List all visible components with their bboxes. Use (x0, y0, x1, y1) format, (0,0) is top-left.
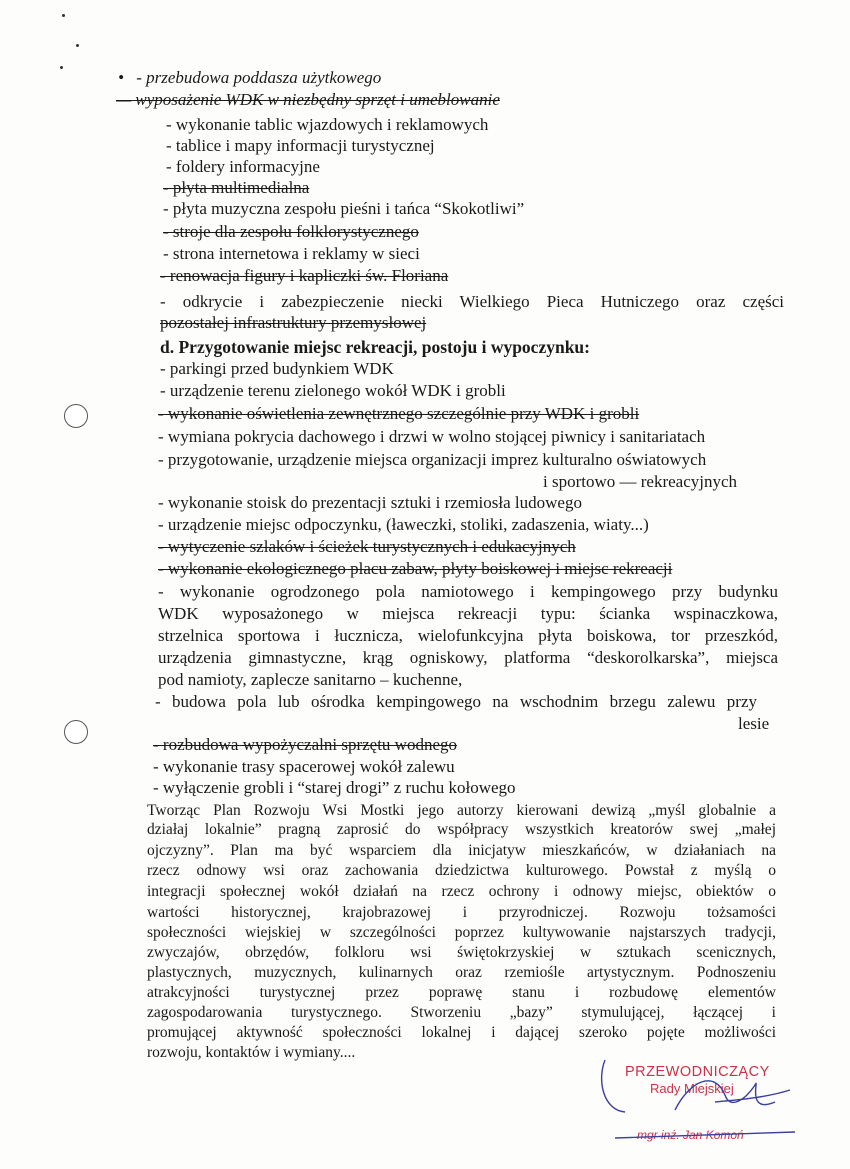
list-item: - wykonanie ekologicznego placu zabaw, płyty boiskowej i miejsc rekreacji (158, 559, 673, 578)
list-item-text: - przebudowa poddasza użytkowego (136, 68, 382, 87)
list-item: - odkrycie i zabezpieczenie niecki Wielkiego Pieca Hutniczego oraz części (160, 292, 784, 311)
punch-hole-top (64, 404, 88, 428)
paragraph-line: promującej aktywność społeczności lokalnej i dającej szeroko pojęte możliwości (147, 1024, 776, 1041)
list-item: - wyłączenie grobli i “starej drogi” z ruchu kołowego (153, 778, 516, 797)
scan-speck (76, 44, 79, 47)
list-item (118, 68, 381, 88)
list-item: - płyta multimedialna (163, 178, 310, 197)
list-item-continuation: lesie (738, 714, 770, 733)
list-item-continuation: strzelnica sportowa i łucznicza, wielofunkcyjna płyta boiskowa, tor przeszkód, (158, 626, 778, 645)
list-item-continuation: pod namioty, zaplecze sanitarno – kuchenne, (158, 670, 463, 689)
list-item: - foldery informacyjne (166, 157, 320, 176)
list-item: - płyta muzyczna zespołu pieśni i tańca “Skokotliwi” (163, 199, 525, 218)
paragraph-line: wartości historycznej, krajobrazowej i przyrodniczej. Rozwoju tożsamości (147, 904, 776, 921)
paragraph-line: atrakcyjności turystycznej przez poprawę stanu i rozbudowę elementów (147, 984, 776, 1001)
list-item: - urządzenie terenu zielonego wokół WDK i grobli (160, 381, 506, 400)
list-item-continuation: urządzenia gimnastyczne, krąg ogniskowy, platforma “deskorolkarska”, miejsca (158, 648, 778, 667)
list-item: - wykonanie tablic wjazdowych i reklamowych (166, 115, 489, 134)
list-item: - renowacja figury i kapliczki św. Floriana (160, 266, 449, 285)
list-item: - wykonanie trasy spacerowej wokół zalewu (153, 757, 455, 776)
list-item: - strona internetowa i reklamy w sieci (163, 244, 420, 263)
bullet: • (118, 68, 124, 87)
list-item: - urządzenie miejsc odpoczynku, (ławeczki, stoliki, zadaszenia, wiaty...) (158, 515, 649, 534)
list-item-continuation: pozostałej infrastruktury przemysłowej (160, 313, 427, 332)
list-item: - rozbudowa wypożyczalni sprzętu wodnego (153, 735, 458, 754)
paragraph-line: plastycznych, muzycznych, kulinarnych oraz rzemiośle artystycznym. Podnoszeniu (147, 964, 776, 981)
paragraph-line: Tworząc Plan Rozwoju Wsi Mostki jego autorzy kierowani dewizą „myśl globalnie a (147, 802, 776, 819)
stamp-name: mgr inż. Jan Komoń (637, 1128, 744, 1142)
list-item: - przygotowanie, urządzenie miejsca organizacji imprez kulturalno oświatowych (158, 450, 707, 469)
stamp-title: PRZEWODNICZĄCY (625, 1064, 770, 1080)
paragraph-line: rzecz odnowy wsi oraz zachowania dziedzictwa kulturowego. Powstał z myślą o (147, 862, 776, 879)
list-item: - wymiana pokrycia dachowego i drzwi w wolno stojącej piwnicy i sanitariatach (158, 427, 706, 446)
list-item: - stroje dla zespołu folklorystycznego (163, 222, 419, 241)
scan-speck (62, 14, 65, 17)
list-item: - tablice i mapy informacji turystycznej (166, 136, 435, 155)
list-item: - parkingi przed budynkiem WDK (160, 359, 394, 378)
paragraph-line: zagospodarowania turystycznego. Stworzeniu „bazy” stymulującej, łączącej i (147, 1004, 776, 1021)
official-stamp (595, 1040, 825, 1150)
paragraph-line: ojczyzny”. Plan ma być wsparciem dla inicjatyw mieszkańców, w działaniach na (147, 842, 776, 859)
list-item-continuation: WDK wyposażonego w miejsca rekreacji typu: ścianka wspinaczkowa, (158, 604, 778, 623)
paragraph-line: integracji społecznej wokół działań na rzecz ochrony i odnowy miejsc, obiektów o (147, 883, 776, 900)
list-item: - wykonanie ogrodzonego pola namiotowego i kempingowego przy budynku (158, 582, 778, 601)
list-item: - wykonanie oświetlenia zewnętrznego szczególnie przy WDK i grobli (158, 404, 640, 423)
list-item-text: — wyposażenie WDK w niezbędny sprzęt i umeblowanie (116, 90, 500, 109)
paragraph-line: społeczności wiejskiej w szczególności poprzez kultywowanie najstarszych tradycji, (147, 924, 776, 941)
list-item: - wytyczenie szlaków i ścieżek turystycznych i edukacyjnych (158, 537, 576, 556)
handwritten-signature (595, 1040, 825, 1150)
list-item: - budowa pola lub ośrodka kempingowego na wschodnim brzegu zalewu przy (155, 692, 757, 711)
list-item: - wykonanie stoisk do prezentacji sztuki i rzemiosła ludowego (158, 493, 582, 512)
stamp-subtitle: Rady Miejskiej (650, 1081, 734, 1096)
list-item (116, 90, 500, 110)
scan-speck (60, 66, 63, 69)
paragraph-line: zwyczajów, obrzędów, folkloru wsi świętokrzyskiej w sztukach scenicznych, (147, 944, 776, 961)
section-heading: d. Przygotowanie miejsc rekreacji, postoju i wypoczynku: (160, 337, 590, 357)
list-item-continuation: i sportowo — rekreacyjnych (543, 472, 738, 491)
paragraph-line: rozwoju, kontaktów i wymiany.... (147, 1044, 356, 1061)
punch-hole-bottom (64, 720, 88, 744)
paragraph-line: działaj lokalnie” pragną zaprosić do współpracy wszystkich kreatorów swej „małej (147, 821, 776, 838)
